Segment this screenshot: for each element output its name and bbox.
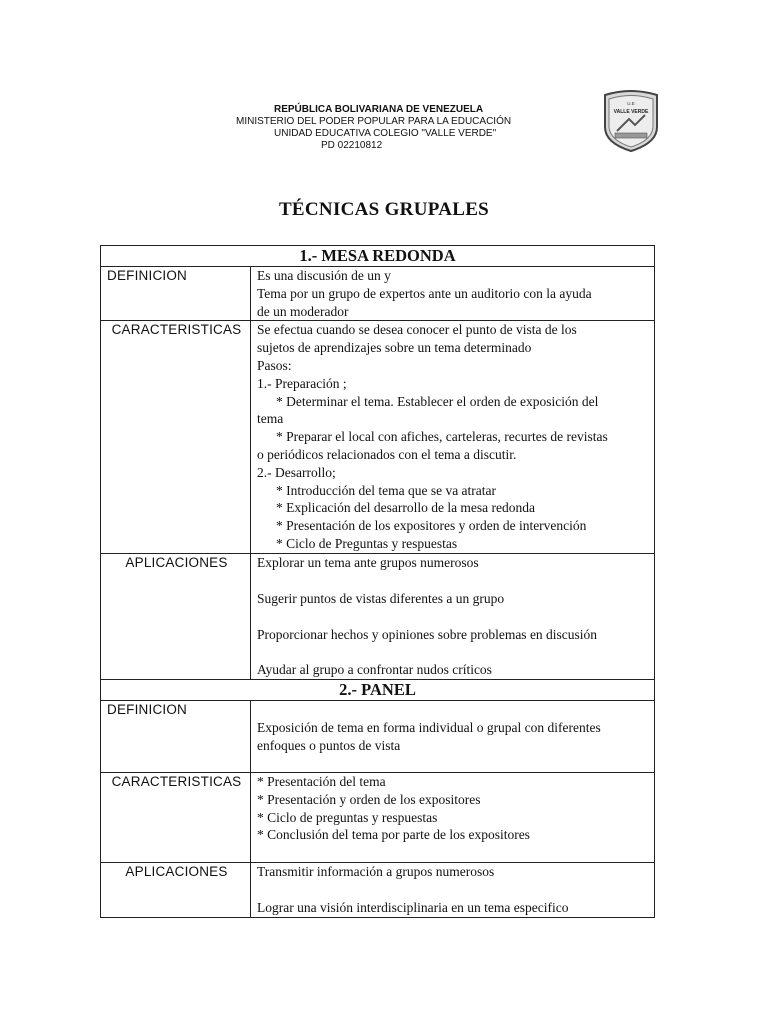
mesa-car-line: sujetos de aprendizajes sobre un tema determinado (257, 340, 532, 356)
mesa-car-line: tema (257, 411, 284, 427)
mesa-car-line: * Explicación del desarrollo de la mesa redonda (276, 500, 536, 516)
mesa-car-line: * Presentación de los expositores y orden de intervención (276, 518, 587, 534)
mesa-car-line: o periódicos relacionados con el tema a discutir. (257, 446, 517, 462)
panel-table (100, 679, 655, 918)
mesa-def-line: Tema por un grupo de expertos ante un auditorio con la ayuda (257, 285, 592, 301)
panel-def-line: Exposición de tema en forma individual o grupal con diferentes (257, 719, 601, 735)
emblem-small-text: U.E (627, 101, 635, 106)
panel-apl-item: Lograr una visión interdisciplinaria en un tema especifico (257, 899, 569, 915)
panel-heading: 2.- PANEL (101, 680, 655, 701)
mesa-redonda-table (100, 245, 655, 680)
panel-car-line: * Presentación del tema (257, 774, 386, 789)
mesa-aplicaciones-text (251, 554, 655, 680)
mesa-car-line: * Introducción del tema que se va atratar (276, 482, 497, 498)
panel-aplicaciones-label: APLICACIONES (101, 863, 251, 918)
mesa-apl-item: Sugerir puntos de vistas diferentes a un grupo (257, 590, 505, 606)
mesa-apl-item: Explorar un tema ante grupos numerosos (257, 555, 479, 571)
mesa-car-line: * Ciclo de Preguntas y respuestas (276, 535, 458, 551)
header-code: PD 02210812 (321, 140, 383, 151)
header-school: UNIDAD EDUCATIVA COLEGIO "VALLE VERDE" (274, 128, 497, 139)
mesa-car-line: * Preparar el local con afiches, carteleras, recurtes de revistas (276, 429, 608, 445)
mesa-car-line: 1.- Preparación ; (257, 375, 347, 391)
panel-caracteristicas-text (251, 773, 655, 863)
panel-car-line: * Conclusión del tema por parte de los expositores (257, 827, 530, 843)
panel-apl-item: Transmitir información a grupos numerosos (257, 864, 495, 879)
mesa-car-line: * Determinar el tema. Establecer el orden de exposición del (276, 393, 599, 409)
panel-aplicaciones-text (251, 863, 655, 918)
mesa-caracteristicas-text (251, 321, 655, 554)
mesa-redonda-heading: 1.- MESA REDONDA (101, 246, 655, 267)
panel-caracteristicas-label: CARACTERISTICAS (101, 773, 251, 863)
panel-def-line: enfoques o puntos de vista (257, 737, 401, 753)
emblem-text: VALLE VERDE (613, 109, 649, 115)
panel-definicion-label: DEFINICION (101, 701, 251, 773)
header-republic: REPÚBLICA BOLIVARIANA DE VENEZUELA (274, 104, 484, 115)
panel-car-line: * Ciclo de preguntas y respuestas (257, 809, 438, 825)
mesa-apl-item: Proporcionar hechos y opiniones sobre problemas en discusión (257, 626, 598, 642)
mesa-definicion-label: DEFINICION (101, 267, 251, 321)
mesa-caracteristicas-label: CARACTERISTICAS (101, 321, 251, 554)
header-ministry: MINISTERIO DEL PODER POPULAR PARA LA EDUCACIÓN (236, 116, 512, 127)
mesa-definicion-text (251, 267, 655, 321)
document-title: TÉCNICAS GRUPALES (278, 199, 490, 220)
panel-car-line: * Presentación y orden de los expositores (257, 791, 481, 807)
school-emblem (599, 89, 663, 153)
mesa-car-line: Se efectua cuando se desea conocer el punto de vista de los (257, 322, 577, 338)
panel-definicion-text (251, 701, 655, 773)
mesa-apl-item: Ayudar al grupo a confrontar nudos críticos (257, 662, 492, 678)
mesa-def-line: de un moderador (257, 303, 349, 319)
mesa-def-line: Es una discusión de un y (257, 268, 391, 283)
mesa-car-line: 2.- Desarrollo; (257, 464, 336, 480)
mesa-aplicaciones-label: APLICACIONES (101, 554, 251, 680)
mesa-car-line: Pasos: (257, 357, 292, 373)
